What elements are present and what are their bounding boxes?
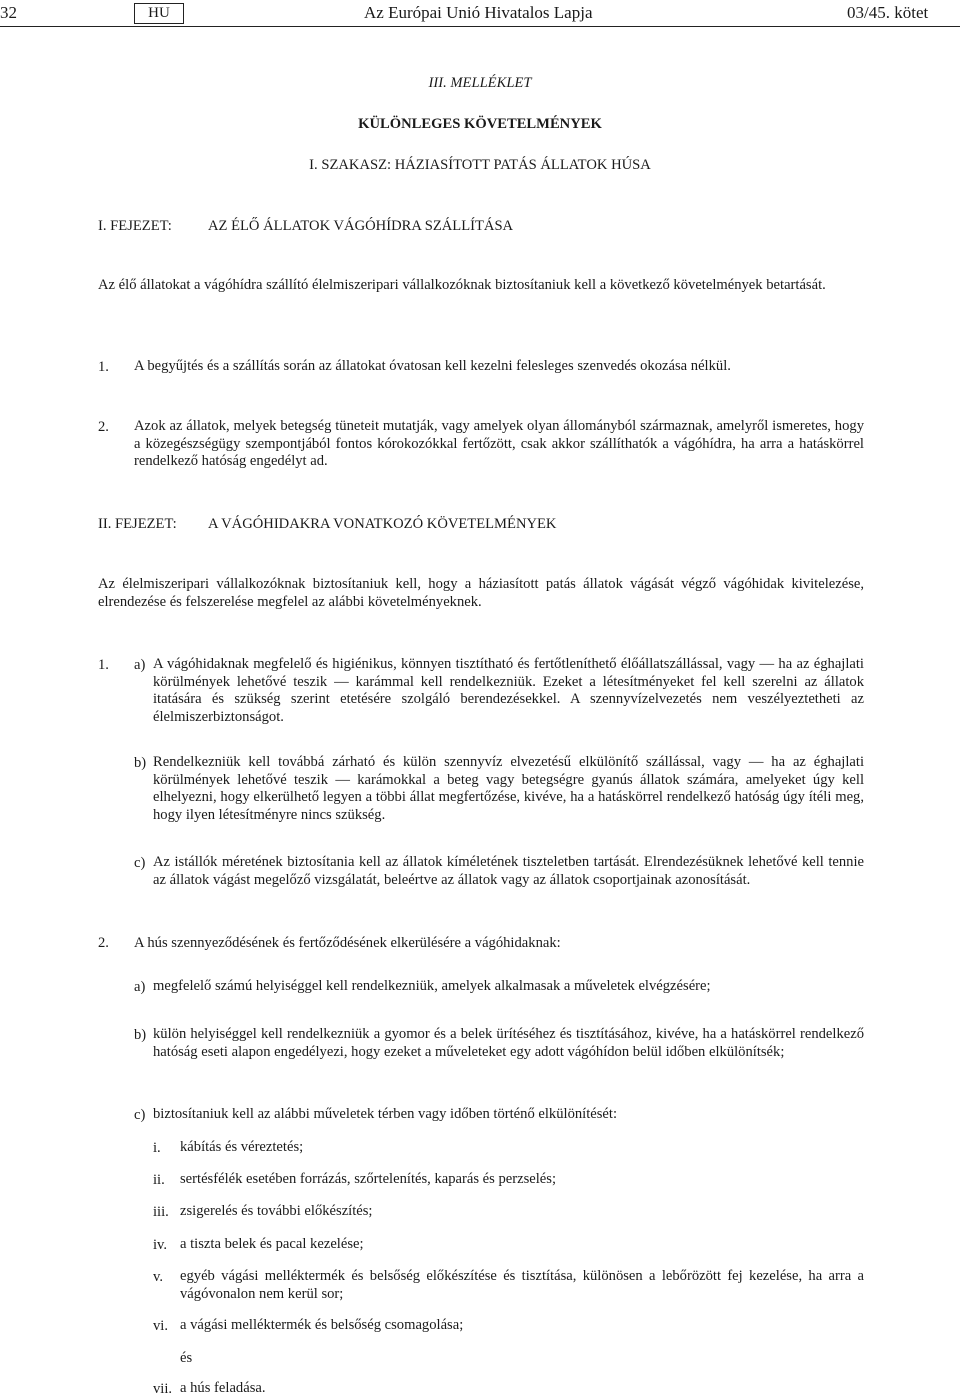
page-header bbox=[0, 0, 960, 27]
sub-item-text: egyéb vágási melléktermék és belsőség előkészítése és tisztítása, különösen a lebőrözött fej kezelése, ha arra a vágóvonalon nem kerül sor; bbox=[180, 1268, 864, 1302]
chapter-2-title: A VÁGÓHIDAKRA VONATKOZÓ KÖVETELMÉNYEK bbox=[208, 516, 557, 532]
sub-item-text: sertésfélék esetében forrázás, szőrtelenítés, kaparás és perzselés; bbox=[180, 1171, 557, 1187]
sub-item-number: i. bbox=[153, 1140, 161, 1156]
item-2b-text: külön helyiséggel kell rendelkezniük a gyomor és a belek ürítéséhez és tisztításához, kivéve, ha a hatáskörrel rendelkező hatóság eseti alapon engedélyezi, hogy ezeket a műveleteket egy adott vágóhídon belül időben elkülönítsék; bbox=[153, 1026, 864, 1060]
sub-item-number: ii. bbox=[153, 1172, 165, 1188]
item-2a-letter: a) bbox=[134, 979, 146, 995]
item-2c-letter: c) bbox=[134, 1107, 146, 1123]
chapter-2-item-2-number: 2. bbox=[98, 935, 109, 951]
chapter-2-item-1-number: 1. bbox=[98, 657, 109, 673]
sub-item-text: zsigerelés és további előkészítés; bbox=[180, 1203, 373, 1219]
chapter-1-item-1-number: 1. bbox=[98, 359, 109, 375]
sub-item-text: a vágási melléktermék és belsőség csomagolása; bbox=[180, 1317, 464, 1333]
sub-item-number: vii. bbox=[153, 1381, 173, 1397]
journal-title: Az Európai Unió Hivatalos Lapja bbox=[364, 3, 593, 22]
item-1c-letter: c) bbox=[134, 855, 146, 871]
sub-item-text: kábítás és véreztetés; bbox=[180, 1139, 304, 1155]
language-badge: HU bbox=[134, 3, 184, 24]
item-1c-text: Az istállók méretének biztosítania kell az állatok kíméletének tiszteletben tartását. Elrendezésüknek lehetővé kell tennie az állatok vágást megelőző vizsgálatát, beleértve az állatok vagy az állatok csoportjainak azonosítását. bbox=[153, 854, 864, 888]
sub-item-text: a hús feladása. bbox=[180, 1380, 266, 1396]
connector-word: és bbox=[180, 1350, 193, 1366]
item-1b-text: Rendelkezniük kell továbbá zárható és külön szennyvíz elvezetésű elkülönítő szállással, vagy — ha az éghajlati körülmények lehetővé teszik — karámokkal a beteg vagy betegségre gyanús állatok számára, amelyeket úgy kell elhelyezni, hogy elkerülhető legyen a többi állat megfertőzése, kivéve, ha a hatáskörrel rendelkező hatóság úgy ítéli meg, hogy ilyen létesítményre nincs szükség. bbox=[153, 754, 864, 823]
item-2b-letter: b) bbox=[134, 1027, 147, 1043]
volume-label: 03/45. kötet bbox=[847, 3, 929, 22]
item-1b-letter: b) bbox=[134, 755, 147, 771]
sub-item-text: a tiszta belek és pacal kezelése; bbox=[180, 1236, 364, 1252]
sub-item-number: vi. bbox=[153, 1318, 168, 1334]
chapter-1-label: I. FEJEZET: bbox=[98, 218, 172, 234]
item-1a-text: A vágóhidaknak megfelelő és higiénikus, könnyen tisztítható és fertőtleníthető élőállatszállással, vagy — ha az éghajlati körülmények lehetővé teszik — karámmal kell rendelkezniük. Ezeket a létesítményeket fel kell szerelni az állatok itatására és szükség szerint etetésére szolgáló berendezésekkel. A szennyvízelvezetés nem veszélyeztetheti az élelmiszerbiztonságot. bbox=[153, 656, 864, 725]
page-number: 32 bbox=[0, 3, 17, 22]
item-2a-text: megfelelő számú helyiséggel kell rendelkezniük, amelyek alkalmasak a műveletek elvégzésére; bbox=[153, 978, 711, 994]
chapter-2-label: II. FEJEZET: bbox=[98, 516, 177, 532]
chapter-1-intro: Az élő állatokat a vágóhídra szállító élelmiszeripari vállalkozóknak biztosítaniuk kell a következő követelmények betartását. bbox=[98, 277, 826, 293]
chapter-1-item-2-number: 2. bbox=[98, 419, 109, 435]
chapter-2-item-2-intro: A hús szennyeződésének és fertőződésének elkerülésére a vágóhidaknak: bbox=[134, 935, 561, 951]
main-title: KÜLÖNLEGES KÖVETELMÉNYEK bbox=[358, 116, 602, 132]
item-2c-text: biztosítaniuk kell az alábbi műveletek térben vagy időben történő elkülönítését: bbox=[153, 1106, 618, 1122]
section-title: I. SZAKASZ: HÁZIASÍTOTT PATÁS ÁLLATOK HÚSA bbox=[309, 157, 651, 173]
sub-item-number: iv. bbox=[153, 1237, 168, 1253]
sub-item-number: iii. bbox=[153, 1204, 169, 1220]
sub-item-number: v. bbox=[153, 1269, 163, 1285]
chapter-1-item-2-text: Azok az állatok, melyek betegség tüneteit mutatják, vagy amelyek olyan állományból származnak, amelyről ismeretes, hogy a közegészségügy szempontjából fontos kórokozókkal fertőzött, csak akkor szállíthatók a vágóhídra, ha arra a hatáskörrel rendelkező hatóság engedélyt ad. bbox=[134, 418, 864, 469]
chapter-1-item-1-text: A begyűjtés és a szállítás során az állatokat óvatosan kell kezelni felesleges szenvedés okozása nélkül. bbox=[134, 358, 731, 374]
item-1a-letter: a) bbox=[134, 657, 146, 673]
chapter-2-intro: Az élelmiszeripari vállalkozóknak biztosítaniuk kell, hogy a háziasított patás állatok vágását végző vágóhidak kivitelezése, elrendezése és felszerelése megfelel az alábbi követelményeknek. bbox=[98, 576, 864, 610]
chapter-1-title: AZ ÉLŐ ÁLLATOK VÁGÓHÍDRA SZÁLLÍTÁSA bbox=[208, 218, 514, 234]
annex-title: III. MELLÉKLET bbox=[428, 75, 532, 91]
